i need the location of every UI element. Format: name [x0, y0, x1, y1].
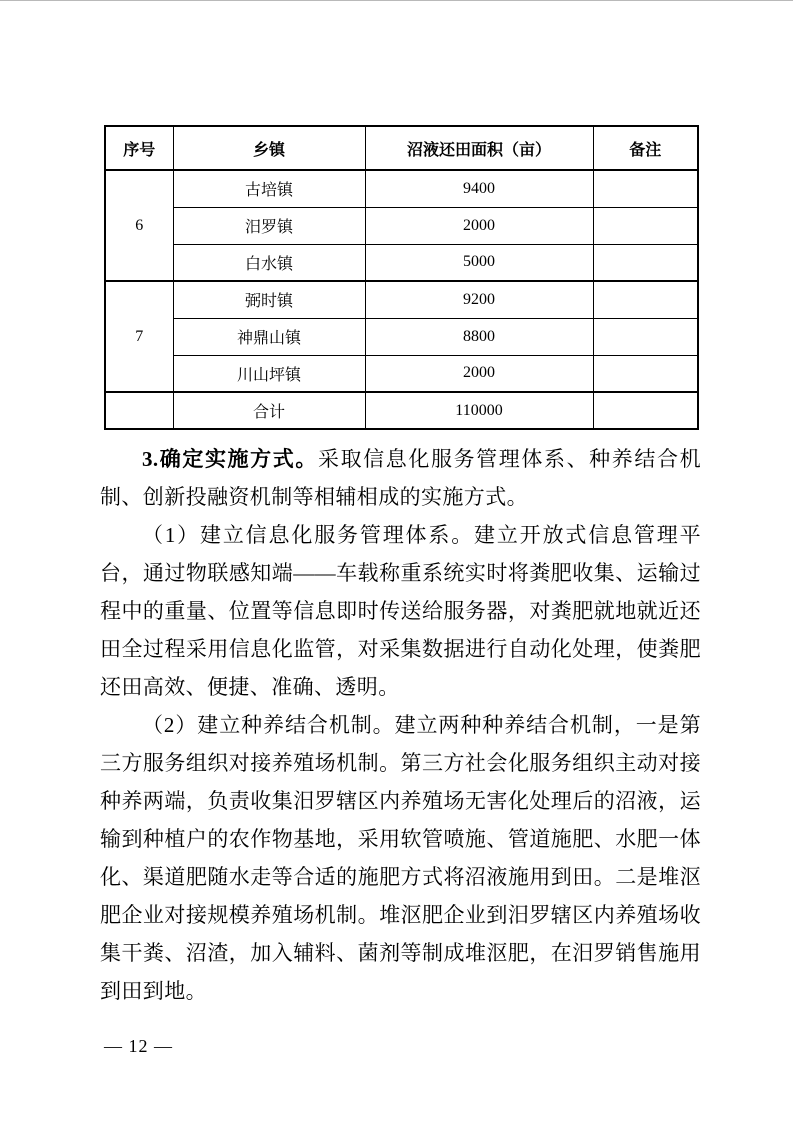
remarks-cell — [593, 392, 698, 429]
remarks-cell — [593, 318, 698, 355]
paragraph-planting-breeding-mechanism: （2）建立种养结合机制。建立两种种养结合机制，一是第三方服务组织对接养殖场机制。第三方社会化服务组织主动对接种养两端，负责收集汨罗辖区内养殖场无害化处理后的沼液，运输到种植户的农作物基地，采用软管喷施、管道施肥、水肥一体化、渠道肥随水走等合适的施肥方式将沼液施用到田。二是堆沤肥企业对接规模养殖场机制。堆沤肥企业到汨罗辖区内养殖场收集干粪、沼渣，加入辅料、菌剂等制成堆沤肥，在汨罗销售施用到田到地。 — [100, 713, 701, 1003]
column-header-township: 乡镇 — [173, 126, 365, 170]
paragraph-lead-bold: 3.确定实施方式。 — [142, 447, 318, 471]
township-cell: 汨罗镇 — [173, 207, 365, 244]
township-cell: 神鼎山镇 — [173, 318, 365, 355]
column-header-area: 沼液还田面积（亩） — [365, 126, 593, 170]
serial-cell-group6: 6 — [105, 170, 173, 281]
township-cell: 古培镇 — [173, 170, 365, 207]
slurry-return-area-table — [104, 125, 699, 430]
body-text — [100, 440, 701, 1010]
table-row — [105, 244, 698, 281]
area-cell: 9200 — [365, 281, 593, 318]
area-cell: 2000 — [365, 207, 593, 244]
area-cell: 8800 — [365, 318, 593, 355]
area-cell: 2000 — [365, 355, 593, 392]
paragraph-lead-rest: 采取信息化服务管理体系、种养结合机制、创新投融资机制等相辅相成的实施方式。 — [100, 447, 701, 509]
township-cell: 白水镇 — [173, 244, 365, 281]
table-row — [105, 355, 698, 392]
column-header-serial: 序号 — [105, 126, 173, 170]
column-header-remarks: 备注 — [593, 126, 698, 170]
remarks-cell — [593, 355, 698, 392]
remarks-cell — [593, 244, 698, 281]
table-row — [105, 281, 698, 318]
page-number: — 12 — — [104, 1036, 173, 1056]
remarks-cell — [593, 170, 698, 207]
remarks-cell — [593, 207, 698, 244]
table-header — [105, 126, 698, 170]
table-row — [105, 170, 698, 207]
table-row — [105, 318, 698, 355]
table-header-row — [105, 126, 698, 170]
township-cell: 川山坪镇 — [173, 355, 365, 392]
table-total-row — [105, 392, 698, 429]
paragraph-info-service-system: （1）建立信息化服务管理体系。建立开放式信息管理平台，通过物联感知端——车载称重系统实时将粪肥收集、运输过程中的重量、位置等信息即时传送给服务器，对粪肥就地就近还田全过程采用信息化监管，对采集数据进行自动化处理，使粪肥还田高效、便捷、准确、透明。 — [100, 523, 701, 699]
area-cell: 9400 — [365, 170, 593, 207]
table-row — [105, 207, 698, 244]
paragraph-implementation-method — [100, 440, 701, 516]
serial-cell-total — [105, 392, 173, 429]
total-label-cell: 合计 — [173, 392, 365, 429]
page-top-edge — [0, 0, 793, 1]
area-cell: 5000 — [365, 244, 593, 281]
serial-cell-group7: 7 — [105, 281, 173, 392]
total-area-cell: 110000 — [365, 392, 593, 429]
remarks-cell — [593, 281, 698, 318]
township-cell: 弼时镇 — [173, 281, 365, 318]
